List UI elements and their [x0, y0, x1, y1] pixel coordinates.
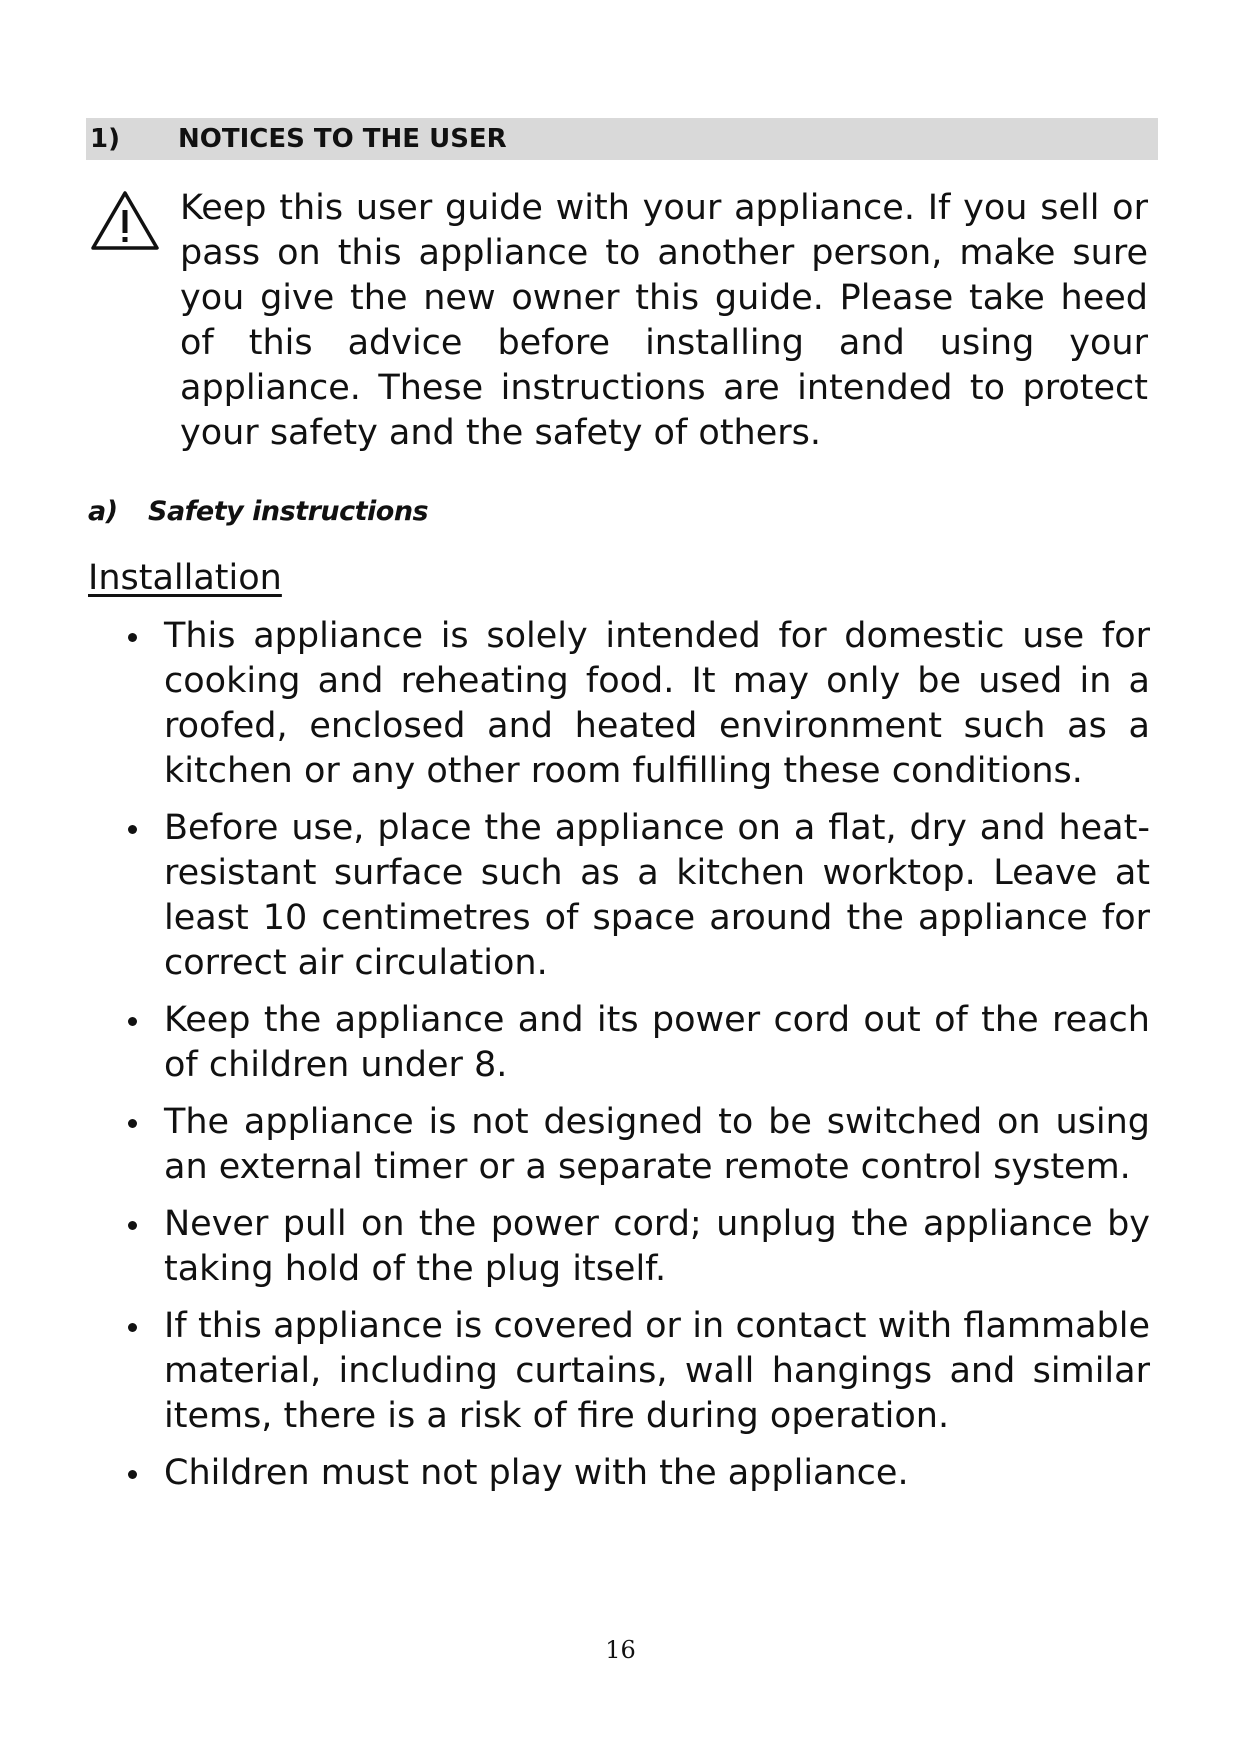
page-number: 16	[605, 1636, 636, 1664]
bullet-dot-icon	[128, 1221, 137, 1230]
bullet-dot-icon	[128, 1470, 137, 1479]
warning-triangle-icon	[90, 190, 160, 252]
section-title: NOTICES TO THE USER	[178, 124, 507, 154]
notice-text: Keep this user guide with your appliance. If you sell or pass on this appliance to another person, make sure you give the new owner this guide. Please take heed of this advice before installing and using your appliance. These instructions are intended to protect your safety and the safety of others.	[180, 188, 1148, 453]
bullet-dot-icon	[128, 1017, 137, 1026]
section-header	[86, 118, 1158, 160]
subsection-letter: a)	[88, 496, 118, 527]
section-number: 1)	[90, 124, 120, 154]
list-item-text: Never pull on the power cord; unplug the appliance by taking hold of the plug itself.	[164, 1204, 1150, 1289]
bullet-dot-icon	[128, 633, 137, 642]
list-item	[164, 1304, 1150, 1439]
installation-heading: Installation	[88, 558, 282, 598]
list-item-text: Before use, place the appliance on a flat, dry and heat-resistant surface such as a kitchen worktop. Leave at least 10 centimetres of space around the appliance for correct air circulation.	[164, 808, 1150, 983]
user-notice	[86, 186, 1158, 491]
bullet-dot-icon	[128, 1323, 137, 1332]
installation-list	[0, 614, 1241, 1508]
list-item-text: Keep the appliance and its power cord out of the reach of children under 8.	[164, 1000, 1150, 1085]
list-item	[164, 614, 1150, 794]
list-item-text: The appliance is not designed to be switched on using an external timer or a separate remote control system.	[164, 1102, 1150, 1187]
bullet-dot-icon	[128, 1119, 137, 1128]
list-item	[164, 1451, 1150, 1496]
safety-instructions-heading	[88, 496, 428, 527]
list-item-text: Children must not play with the appliance.	[164, 1453, 909, 1493]
list-item	[164, 1202, 1150, 1292]
bullet-dot-icon	[128, 825, 137, 834]
list-item	[164, 998, 1150, 1088]
list-item-text: If this appliance is covered or in contact with flammable material, including curtains, wall hangings and similar items, there is a risk of fire during operation.	[164, 1306, 1150, 1436]
list-item-text: This appliance is solely intended for domestic use for cooking and reheating food. It may only be used in a roofed, enclosed and heated environment such as a kitchen or any other room fulfilling these conditions.	[164, 616, 1150, 791]
list-item	[164, 806, 1150, 986]
list-item	[164, 1100, 1150, 1190]
subsection-title: Safety instructions	[148, 496, 429, 527]
